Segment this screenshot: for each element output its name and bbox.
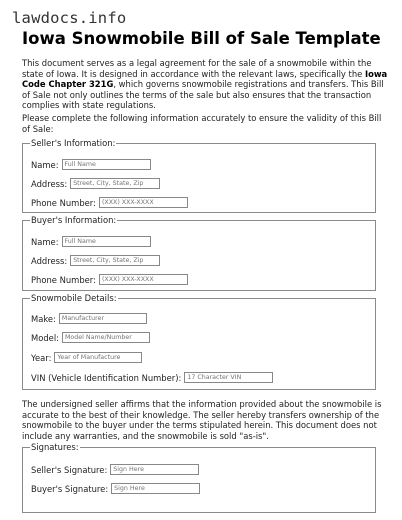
seller-name-label: Name: <box>31 159 59 170</box>
seller-phone-input[interactable] <box>99 197 188 208</box>
buyer-name-input[interactable] <box>62 236 151 247</box>
make-label: Make: <box>31 313 56 324</box>
signatures-section <box>22 443 376 513</box>
buyer-address-row <box>31 255 160 266</box>
model-input[interactable] <box>62 332 150 343</box>
buyer-address-input[interactable] <box>70 255 160 266</box>
buyer-section <box>22 216 376 291</box>
affirmation-paragraph: The undersigned seller affirms that the information provided about the snowmobile is accurate to the best of their knowledge. The seller hereby transfers ownership of the snowmobile to the buyer under the terms stipulated herein. This document does not include any warranties, and the snowmobile is sold "as-is". <box>22 399 382 441</box>
seller-legend: Seller's Information: <box>31 138 116 148</box>
intro-paragraph <box>22 58 390 111</box>
seller-address-row <box>31 178 160 189</box>
seller-name-input[interactable] <box>62 159 151 170</box>
seller-phone-label: Phone Number: <box>31 197 96 208</box>
model-label: Model: <box>31 332 59 343</box>
intro-text-1: This document serves as a legal agreement for the sale of a snowmobile within the state of Iowa. It is designed in accordance with the relevant laws, specifically the <box>22 58 372 79</box>
year-row <box>31 352 142 363</box>
make-row <box>31 313 147 324</box>
snowmobile-section <box>22 294 376 390</box>
make-input[interactable] <box>59 313 147 324</box>
seller-name-row <box>31 159 151 170</box>
seller-signature-label: Seller's Signature: <box>31 464 108 475</box>
instruction-paragraph: Please complete the following information accurately to ensure the validity of this Bill of Sale: <box>22 113 382 134</box>
site-name: lawdocs.info <box>12 9 127 27</box>
model-row <box>31 332 150 343</box>
buyer-name-label: Name: <box>31 236 59 247</box>
buyer-signature-label: Buyer's Signature: <box>31 483 109 494</box>
buyer-signature-input[interactable] <box>111 483 200 494</box>
intro-code-reference: Iowa Code Chapter 321G <box>22 68 388 90</box>
buyer-phone-input[interactable] <box>99 274 188 285</box>
buyer-legend: Buyer's Information: <box>31 215 117 225</box>
buyer-phone-row <box>31 274 188 285</box>
buyer-name-row <box>31 236 151 247</box>
seller-address-label: Address: <box>31 178 68 189</box>
year-label: Year: <box>31 352 52 363</box>
signatures-legend: Signatures: <box>31 442 79 452</box>
year-input[interactable] <box>54 352 142 363</box>
seller-section <box>22 139 376 213</box>
seller-signature-input[interactable] <box>110 464 199 475</box>
vin-row <box>31 372 273 383</box>
page-title: Iowa Snowmobile Bill of Sale Template <box>22 29 381 48</box>
vin-input[interactable] <box>184 372 273 383</box>
buyer-phone-label: Phone Number: <box>31 274 96 285</box>
buyer-signature-row <box>31 483 200 494</box>
seller-address-input[interactable] <box>70 178 160 189</box>
vin-label: VIN (Vehicle Identification Number): <box>31 372 182 383</box>
intro-text-2: , which governs snowmobile registrations and transfers. This Bill of Sale not only outlines the terms of the sale but also ensures that the transaction complies with state regulations. <box>22 79 384 111</box>
seller-phone-row <box>31 197 188 208</box>
snowmobile-legend: Snowmobile Details: <box>31 293 117 303</box>
buyer-address-label: Address: <box>31 255 68 266</box>
seller-signature-row <box>31 464 199 475</box>
